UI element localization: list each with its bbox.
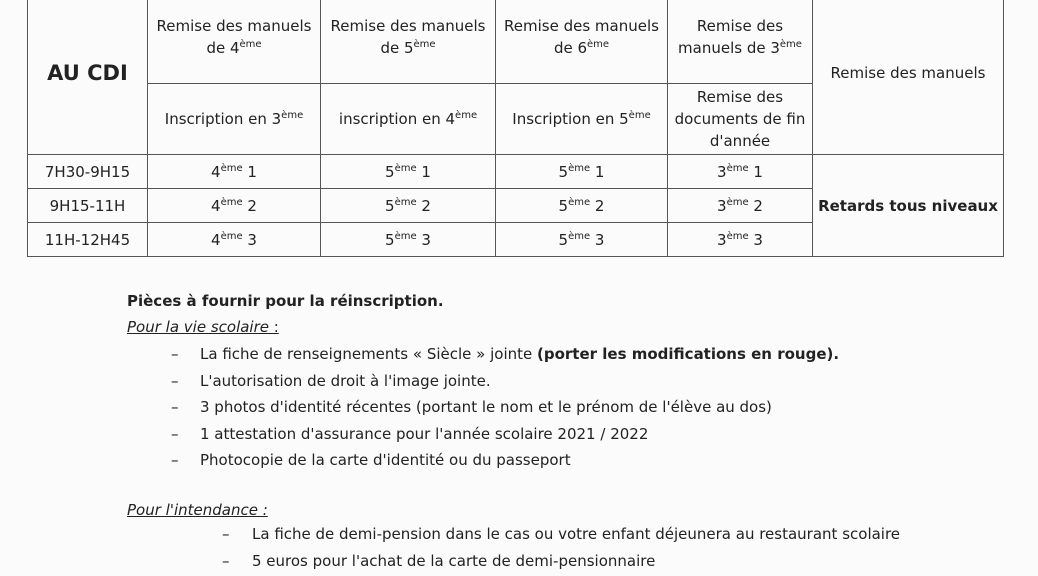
table-row [28, 155, 1004, 189]
header-documents-fin-annee: Remise des documents de fin d'année [668, 84, 813, 155]
time-slot: 9H15-11H [28, 189, 148, 223]
class-cell: 3ème 2 [668, 189, 813, 223]
class-cell: 5ème 2 [321, 189, 496, 223]
time-slot: 11H-12H45 [28, 223, 148, 257]
class-cell: 5ème 1 [321, 155, 496, 189]
retards-cell: Retards tous niveaux [813, 155, 1004, 257]
list-item: – La fiche de renseignements « Siècle » jointe (porter les modifications en rouge). [171, 345, 840, 363]
header-remise-5e: Remise des manuels de 5ème [321, 0, 496, 84]
class-cell: 4ème 2 [148, 189, 321, 223]
header-remise-6e: Remise des manuels de 6ème [496, 0, 668, 84]
class-cell: 4ème 3 [148, 223, 321, 257]
list-item: – La fiche de demi-pension dans le cas ou votre enfant déjeunera au restaurant scolaire [222, 525, 901, 543]
header-remise-manuels: Remise des manuels [813, 0, 1004, 155]
list-item: – 1 attestation d'assurance pour l'année scolaire 2021 / 2022 [171, 424, 649, 443]
class-cell: 5ème 3 [321, 223, 496, 257]
list-item: – 3 photos d'identité récentes (portant le nom et le prénom de l'élève au dos) [171, 398, 772, 416]
intendance-heading: Pour l'intendance : [127, 501, 268, 519]
class-cell: 4ème 1 [148, 155, 321, 189]
list-item: – Photocopie de la carte d'identité ou du passeport [171, 451, 571, 469]
schedule-table [27, 0, 1004, 257]
class-cell: 5ème 3 [496, 223, 668, 257]
vie-scolaire-heading: Pour la vie scolaire : [127, 318, 279, 336]
header-remise-3e: Remise des manuels de 3ème [668, 0, 813, 84]
header-inscription-4e: inscription en 4ème [321, 84, 496, 155]
corner-header: AU CDI [28, 0, 148, 155]
section-title: Pièces à fournir pour la réinscription. [127, 292, 444, 310]
header-inscription-3e: Inscription en 3ème [148, 84, 321, 155]
class-cell: 5ème 1 [496, 155, 668, 189]
intendance-list [222, 521, 900, 574]
vie-scolaire-list [171, 341, 839, 474]
class-cell: 3ème 3 [668, 223, 813, 257]
list-item: – 5 euros pour l'achat de la carte de demi-pensionnaire [222, 551, 656, 570]
list-item: – L'autorisation de droit à l'image jointe. [171, 371, 491, 390]
class-cell: 3ème 1 [668, 155, 813, 189]
header-remise-4e: Remise des manuels de 4ème [148, 0, 321, 84]
time-slot: 7H30-9H15 [28, 155, 148, 189]
header-inscription-5e: Inscription en 5ème [496, 84, 668, 155]
class-cell: 5ème 2 [496, 189, 668, 223]
